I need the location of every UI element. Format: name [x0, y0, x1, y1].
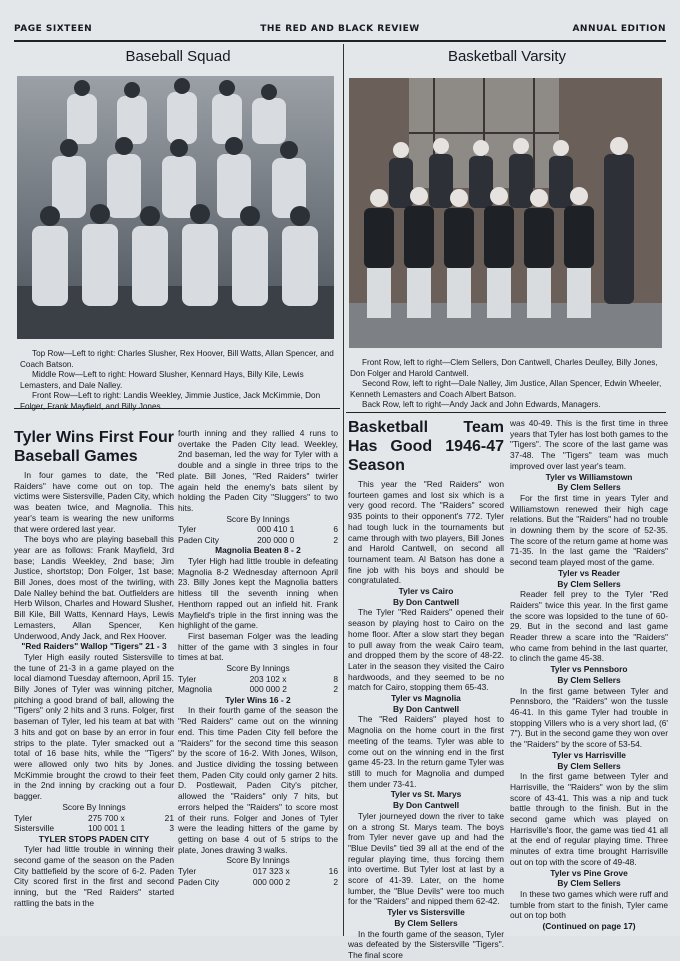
basketball-section-rule: [346, 412, 666, 413]
score-innings: 000 410 1: [257, 524, 295, 535]
basketball-sub-cairo: Tyler vs Cairo: [398, 586, 454, 597]
baseball-headline: Tyler Wins First Four Baseball Games: [14, 429, 174, 465]
caption-top-row: Top Row—Left to right: Charles Slusher, Rex Hoover, Bill Watts, Allan Spencer, and Coach Batson.: [20, 349, 334, 369]
score-table-2: [178, 524, 338, 545]
score-team: Tyler: [178, 673, 197, 684]
basketball-sub-reader: Tyler vs Reader: [558, 567, 620, 578]
baseball-p3: Tyler High easily routed Sistersville to the tune of 21-3 in a game played on the local diamond Tuesday afternoon, April 15. Billy Jones of Tyler was winning pitcher, pitching a good brand of ball, allowing the "Tigers" only 2 hits and 3 runs. Folger, first baseman of Tyler, led his team at bat with 3 hits and got on base by an error in four strips to the plate. Tyler smacked out a total of 16 base hits, while the "Tigers" were allowed only two hits by Jones. McKimmie brought the crowd to their feet in the 2nd inning by cracking out a four bagger.: [14, 651, 174, 802]
basketball-headline: Basketball Team Has Good 1946-47 Season: [348, 419, 504, 474]
basketball-sub-sistersville: Tyler vs Sistersville: [387, 907, 465, 918]
baseball-squad-photo: [17, 76, 334, 339]
score-table-3: [178, 674, 338, 695]
score-total: 2: [333, 876, 338, 887]
baseball-p6: Tyler High had little trouble in defeating Magnolia 8-2 Wednesday afternoon April 23. Billy Jones kept the Magnolia batters hitless till the seventh inning when Henthorn rapped out an infield hit. Frank Mayfield's triple in the first inning was the highlight of the game.: [178, 556, 338, 631]
baseball-p2: The boys who are playing baseball this year are as follows: Frank Mayfield, 3rd base; Landis Weekley, 2nd base; Jim Justice, shortstop; Don Folger, 1st base; Bill Jones, does most of the twirling, with Dale Nalley behind the bat. Outfielders are Herb Wilson, Charles and Howard Slusher, Bill Kile, Bill Watts, Kennard Hays, Lewis Lemasters, Allan Spencer, Ken Underwood, Andy Jack, and Rex Hoover.: [14, 534, 174, 641]
score-team: Tyler: [14, 812, 33, 823]
caption-second-row-basketball: Second Row, left to right—Dale Nalley, Jim Justice, Allan Spencer, Edwin Wheeler, Kenneth Lemasters and Coach Albert Batson.: [350, 379, 662, 399]
byline: By Don Cantwell: [392, 703, 460, 714]
score-label-2: Score By Innings: [226, 513, 290, 524]
basketball-varsity-photo: [349, 78, 662, 348]
baseball-sub-magnolia: Magnolia Beaten 8 - 2: [215, 545, 301, 556]
baseball-sub-wallop: "Red Raiders" Wallop "Tigers" 21 - 3: [21, 641, 167, 652]
score-label-1: Score By Innings: [62, 801, 126, 812]
score-team: Paden City: [178, 876, 219, 887]
byline: By Clem Sellers: [557, 674, 621, 685]
publication-title: THE RED AND BLACK REVIEW: [260, 24, 420, 34]
score-innings: 100 001 1: [87, 823, 126, 833]
basketball-sub-pennsboro: Tyler vs Pennsboro: [550, 664, 628, 675]
score-team: Tyler: [178, 524, 197, 535]
edition-label: ANNUAL EDITION: [572, 24, 666, 34]
basketball-sub-pinegrove: Tyler vs Pine Grove: [550, 867, 628, 878]
baseball-sub-16-2: Tyler Wins 16 - 2: [225, 694, 291, 705]
byline: By Clem Sellers: [394, 917, 458, 928]
score-innings: 000 000 2: [249, 684, 287, 695]
score-innings: 275 700 x: [87, 812, 125, 823]
basketball-p3: The "Red Raiders" played host to Magnolia on the home court in the first meeting of the teams. Tyler was able to come out on the winning end in the first game 45-23. In the return game Tyler was still to much for Magnolia and dumped them under 73-41.: [348, 714, 504, 789]
basketball-article-col2: [510, 418, 668, 932]
baseball-p5: fourth inning and they rallied 4 runs to overtake the Paden City lead. Weekley, 2nd baseman, led the way for Tyler with a double and a single in three trips to the plate. Bill Jones, "Red Raiders" twirler again held the enemy's bats silent by holding the Paden City "Sluggers" to two hits.: [178, 428, 338, 513]
baseball-squad-title: Baseball Squad: [125, 48, 231, 65]
score-team: Tyler: [178, 866, 197, 877]
basketball-p5: In the fourth game of the season, Tyler was defeated by the Sistersville "Tigers". The final score: [348, 928, 504, 960]
score-team: Paden City: [178, 534, 219, 545]
score-innings: 017 323 x: [252, 866, 290, 877]
score-total: 21: [164, 812, 174, 823]
score-label-3: Score By Innings: [226, 663, 290, 674]
byline: By Clem Sellers: [557, 760, 621, 771]
basketball-sub-williamstown: Tyler vs Williamstown: [545, 471, 633, 482]
basketball-p6: was 40-49. This is the first time in three years that Tyler has lost both games to the "Tigers". The score of the last game was 37-48. The "Tigers" team was much improved over last year's team.: [510, 418, 668, 471]
score-table-1: [14, 813, 174, 834]
byline: By Clem Sellers: [557, 578, 621, 589]
baseball-p1: In four games to date, the "Red Raiders" have come out on top. The victims were Sistersville, Paden City, which was beaten twice, and Magnolia. This year's team is wearing the new uniforms that were ordered last year.: [14, 470, 174, 534]
baseball-p7: First baseman Folger was the leading hitter of the game with 3 singles in four times at bat.: [178, 630, 338, 663]
score-table-4: [178, 866, 338, 887]
header-rule: [14, 40, 666, 42]
basketball-p7: For the first time in years Tyler and Williamstown renewed their high cage relations. But the "Raiders" had no trouble in downing them by the score of 52-35. The score of the return game at home was 71-35. In the last game the "Raiders" second team played most of the game.: [510, 492, 668, 568]
byline: By Clem Sellers: [557, 878, 621, 889]
baseball-sub-paden: TYLER STOPS PADEN CITY: [38, 833, 150, 844]
baseball-article-col2: [178, 428, 338, 887]
basketball-p10: In the first game between Tyler and Harrisville, the "Raiders" won by the slim score of 43-41. This was a nip and tuck battle through to the finish. But in the second game which was played on Harrisville's floor, the game was tied 41 all at the end of regular playing time. Three minutes of extra time brought Harrisville out on top with the score of 49-48.: [510, 771, 668, 867]
score-total: 16: [328, 866, 338, 877]
score-total: 3: [169, 823, 174, 833]
score-label-4: Score By Innings: [226, 855, 290, 866]
basketball-p4: Tyler journeyed down the river to take on a strong St. Marys team. The boys from Tyler never gave up and had the "Blue Devils" tied 39 all at the end of the regular playing time, thus forcing them into overtime. But Tyler lost at last by a score of 41-39. Later, on the home lumber, the "Blue Devils" were too much for the "Raiders" and nipped them 62-42.: [348, 810, 504, 907]
basketball-sub-stmarys: Tyler vs St. Marys: [390, 789, 462, 800]
caption-middle-row: Middle Row—Left to right: Howard Slusher, Kennard Hays, Billy Kile, Lewis Lemasters, and Dale Nalley.: [20, 370, 304, 390]
score-team: Sistersville: [14, 823, 55, 833]
basketball-p8: Reader fell prey to the Tyler "Red Raiders" twice this year. In the first game the score was lopsided to the tune of 60-29. But in the second and last game Reader threw a scare into the "Raiders" who came from behind in the last quarter, to clinch the game 45-38.: [510, 589, 668, 664]
caption-back-row-basketball: Back Row, left to right—Andy Jack and John Edwards, Managers.: [362, 400, 601, 410]
byline: By Don Cantwell: [392, 800, 460, 811]
page-number: PAGE SIXTEEN: [14, 24, 93, 34]
score-total: 8: [333, 673, 338, 684]
score-team: Magnolia: [178, 684, 212, 695]
baseball-p8: In their fourth game of the season the "Red Raiders" came out on the winning end. This time Paden City fell before the "Raiders" for the second time this season by the score of 16-2. With Jones, Wilson, and Justice dividing the tossing between them, Paden City could only garner 2 hits. D. Postlewait, Paden City's pitcher, allowed the "Raiders" only 7 hits, but errors helped the "Raiders" to score most of their runs. Folger and Jones of Tyler were the leading hitters of the game by getting on base 4 out of 5 strips to the plate, Jones drawing 3 walks.: [178, 705, 338, 855]
byline: By Don Cantwell: [392, 596, 460, 607]
baseball-team-image: [17, 76, 334, 339]
basketball-varsity-caption: [350, 358, 668, 411]
score-total: 2: [333, 534, 338, 545]
basketball-team-image: [349, 78, 662, 348]
basketball-p11: In these two games which were ruff and tumble from start to the finish, Tyler came out on top both: [510, 888, 668, 921]
basketball-p9: In the first game between Tyler and Pennsboro, the "Raiders" won the tussle 46-41. In this game Tyler had trouble in stopping Villers who is a very short lad, (6' 7"). But in the second game they won over the "Raiders" by the score of 53-54.: [510, 685, 668, 750]
basketball-article-col1: [348, 418, 504, 961]
page-header: [14, 24, 666, 38]
byline: By Clem Sellers: [557, 482, 621, 493]
basketball-sub-magnolia: Tyler vs Magnolia: [391, 693, 461, 704]
caption-front-row-basketball: Front Row, left to right—Clem Sellers, Don Cantwell, Charles Deulley, Billy Jones, Don Folger and Harold Cantwell.: [350, 358, 658, 378]
basketball-varsity-title: Basketball Varsity: [447, 48, 567, 65]
score-total: 2: [333, 684, 338, 695]
basketball-p2: The Tyler "Red Raiders" opened their season by playing host to Cairo on the home floor. After a slow start they began to pull away from the weak Cairo team, and dropped them by the score of 48-22. Later in the season they visited the Cairo hardwoods, and they seemed to be no match for Cairo, stopping them 65-43.: [348, 607, 504, 693]
baseball-p4: Tyler had little trouble in winning their second game of the season on the Paden City battlefield by the score of 6-2. Paden City scored first in the first and second inning, but the "Red Raiders" started rattling the bats in the: [14, 844, 174, 908]
continued-notice: (Continued on page 17): [542, 921, 636, 932]
score-total: 6: [333, 524, 338, 535]
baseball-article-col1: [14, 428, 174, 908]
basketball-sub-harrisville: Tyler vs Harrisville: [552, 749, 626, 760]
baseball-squad-caption: [20, 349, 338, 413]
score-innings: 000 000 2: [252, 876, 291, 887]
score-innings: 203 102 x: [249, 673, 287, 684]
basketball-p1: This year the "Red Raiders" won fourteen games and lost six which is a very good record. The "Raiders" scored 935 points to their opponent's 772. Tyler had tough luck in the tournaments but came through with two players, Bill Jones and Harold Cantwell, on second all tournament team. Al Batson has done a fine job with his boys and should be congratulated.: [348, 479, 504, 586]
caption-front-row: Front Row—Left to right: Landis Weekley, Jimmie Justice, Jack McKimmie, Don Folger, Frank Mayfield, and Billy Jones.: [20, 391, 321, 411]
column-divider: [343, 44, 344, 936]
baseball-section-rule: [14, 408, 340, 409]
score-innings: 200 000 0: [257, 534, 295, 545]
